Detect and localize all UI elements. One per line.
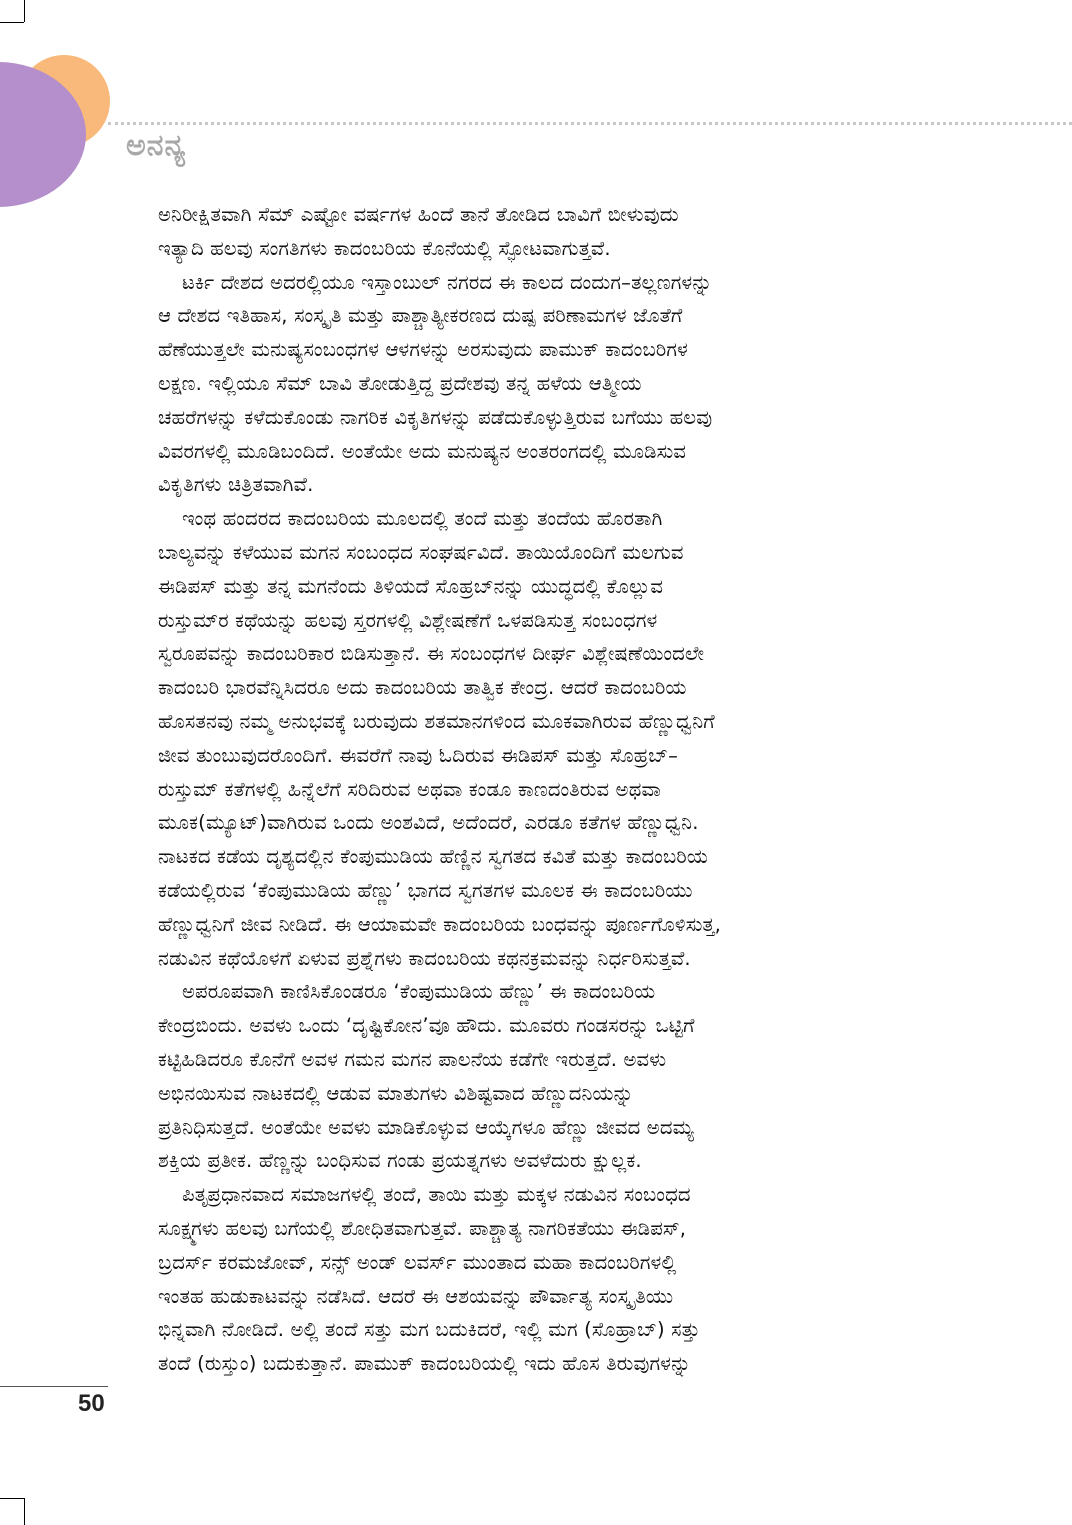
text-line: ಕಡೆಯಲ್ಲಿರುವ ‘ಕೆಂಪುಮುಡಿಯ ಹೆಣ್ಣು’ ಭಾಗದ ಸ್ವಗತಗಳ ಮೂಲಕ ಈ ಕಾದಂಬರಿಯು — [158, 878, 693, 902]
text-line: ಹೊಸತನವು ನಮ್ಮ ಅನುಭವಕ್ಕೆ ಬರುವುದು ಶತಮಾನಗಳಿಂದ ಮೂಕವಾಗಿರುವ ಹೆಣ್ಣುಧ್ವನಿಗೆ — [158, 709, 715, 733]
text-line: ವಿವರಗಳಲ್ಲಿ ಮೂಡಿಬಂದಿದೆ. ಅಂತೆಯೇ ಅದು ಮನುಷ್ಯನ ಅಂತರಂಗದಲ್ಲಿ ಮೂಡಿಸುವ — [158, 439, 687, 463]
text-line: ಟರ್ಕಿ ದೇಶದ ಅದರಲ್ಲಿಯೂ ಇಸ್ತಾಂಬುಲ್ ನಗರದ ಈ ಕಾಲದ ದಂದುಗ–ತಲ್ಲಣಗಳನ್ನು — [182, 270, 713, 294]
text-line: ಶಕ್ತಿಯ ಪ್ರತೀಕ. ಹೆಣ್ಣನ್ನು ಬಂಧಿಸುವ ಗಂಡು ಪ್ರಯತ್ನಗಳು ಅವಳೆದುರು ಕ್ಷುಲ್ಲಕ. — [158, 1149, 642, 1173]
article-body — [158, 198, 900, 1381]
text-line: ಹೆಣ್ಣುಧ್ವನಿಗೆ ಜೀವ ನೀಡಿದೆ. ಈ ಆಯಾಮವೇ ಕಾದಂಬರಿಯ ಬಂಧವನ್ನು ಪೂರ್ಣಗೊಳಿಸುತ್ತ, — [158, 912, 722, 936]
header-dotted-rule — [108, 122, 1072, 125]
text-line: ತಂದೆ (ರುಸ್ತುಂ) ಬದುಕುತ್ತಾನೆ. ಪಾಮುಕ್ ಕಾದಂಬರಿಯಲ್ಲಿ ಇದು ಹೊಸ ತಿರುವುಗಳನ್ನು — [158, 1352, 691, 1376]
text-line: ಕೇಂದ್ರಬಿಂದು. ಅವಳು ಒಂದು ‘ದೃಷ್ಟಿಕೋನ’ವೂ ಹೌದು. ಮೂವರು ಗಂಡಸರನ್ನು ಒಟ್ಟಿಗೆ — [158, 1014, 695, 1038]
text-line: ಬಾಲ್ಯವನ್ನು ಕಳೆಯುವ ಮಗನ ಸಂಬಂಧದ ಸಂಘರ್ಷವಿದೆ. ತಾಯಿಯೊಂದಿಗೆ ಮಲಗುವ — [158, 540, 684, 564]
text-line: ಇಂತಹ ಹುಡುಕಾಟವನ್ನು ನಡೆಸಿದೆ. ಆದರೆ ಈ ಆಶಯವನ್ನು ಪೌರ್ವಾತ್ಯ ಸಂಸ್ಕೃತಿಯು — [158, 1284, 674, 1308]
text-line: ನಡುವಿನ ಕಥೆಯೊಳಗೆ ಏಳುವ ಪ್ರಶ್ನೆಗಳು ಕಾದಂಬರಿಯ ಕಥನಕ್ರಮವನ್ನು ನಿರ್ಧರಿಸುತ್ತವೆ. — [158, 946, 691, 970]
text-line: ಆ ದೇಶದ ಇತಿಹಾಸ, ಸಂಸ್ಕೃತಿ ಮತ್ತು ಪಾಶ್ಚಾತ್ಯೀಕರಣದ ದುಷ್ಪ ಪರಿಣಾಮಗಳ ಜೊತೆಗೆ — [158, 304, 683, 328]
text-line: ಪಿತೃಪ್ರಧಾನವಾದ ಸಮಾಜಗಳಲ್ಲಿ ತಂದೆ, ತಾಯಿ ಮತ್ತು ಮಕ್ಕಳ ನಡುವಿನ ಸಂಬಂಧದ — [182, 1183, 691, 1207]
text-line: ವಿಕೃತಿಗಳು ಚಿತ್ರಿತವಾಗಿವೆ. — [158, 473, 314, 497]
text-line: ಪ್ರತಿನಿಧಿಸುತ್ತದೆ. ಅಂತೆಯೇ ಅವಳು ಮಾಡಿಕೊಳ್ಳುವ ಆಯ್ಕೆಗಳೂ ಹೆಣ್ಣು ಜೀವದ ಅದಮ್ಯ — [158, 1115, 695, 1139]
text-line: ಇಂಥ ಹಂದರದ ಕಾದಂಬರಿಯ ಮೂಲದಲ್ಲಿ ತಂದೆ ಮತ್ತು ತಂದೆಯ ಹೊರತಾಗಿ — [182, 507, 663, 531]
text-line: ಬ್ರದರ್ಸ್ ಕರಮಜೋವ್, ಸನ್ಸ್ ಅಂಡ್ ಲವರ್ಸ್ ಮುಂತಾದ ಮಹಾ ಕಾದಂಬರಿಗಳಲ್ಲಿ — [158, 1250, 677, 1274]
text-line: ಕಟ್ಟಿಹಿಡಿದರೂ ಕೊನೆಗೆ ಅವಳ ಗಮನ ಮಗನ ಪಾಲನೆಯ ಕಡೆಗೇ ಇರುತ್ತದೆ. ಅವಳು — [158, 1047, 667, 1071]
crop-mark-top-horizontal — [0, 22, 24, 23]
text-line: ಅಪರೂಪವಾಗಿ ಕಾಣಿಸಿಕೊಂಡರೂ ‘ಕೆಂಪುಮುಡಿಯ ಹೆಣ್ಣು’ ಈ ಕಾದಂಬರಿಯ — [182, 980, 656, 1004]
footer-rule — [0, 1386, 108, 1387]
text-line: ರುಸ್ತುಮ್‌ರ ಕಥೆಯನ್ನು ಹಲವು ಸ್ತರಗಳಲ್ಲಿ ವಿಶ್ಲೇಷಣೆಗೆ ಒಳಪಡಿಸುತ್ತ ಸಂಬಂಧಗಳ — [158, 608, 658, 632]
text-line: ಭಿನ್ನವಾಗಿ ನೋಡಿದೆ. ಅಲ್ಲಿ ತಂದೆ ಸತ್ತು ಮಗ ಬದುಕಿದರೆ, ಇಲ್ಲಿ ಮಗ (ಸೊಹ್ರಾಬ್) ಸತ್ತು — [158, 1318, 701, 1342]
text-line: ಅನಿರೀಕ್ಷಿತವಾಗಿ ಸೆಮ್ ಎಷ್ಟೋ ವರ್ಷಗಳ ಹಿಂದೆ ತಾನೆ ತೋಡಿದ ಬಾವಿಗೆ ಬೀಳುವುದು — [158, 203, 679, 226]
text-line: ರುಸ್ತುಮ್ ಕತೆಗಳಲ್ಲಿ ಹಿನ್ನೆಲೆಗೆ ಸರಿದಿರುವ ಅಥವಾ ಕಂಡೂ ಕಾಣದಂತಿರುವ ಅಥವಾ — [158, 777, 662, 801]
crop-mark-top-vertical — [24, 0, 25, 22]
text-line: ಹೆಣೆಯುತ್ತಲೇ ಮನುಷ್ಯಸಂಬಂಧಗಳ ಆಳಗಳನ್ನು ಅರಸುವುದು ಪಾಮುಕ್ ಕಾದಂಬರಿಗಳ — [158, 338, 688, 362]
text-line: ಕಾದಂಬರಿ ಭಾರವೆನ್ನಿಸಿದರೂ ಅದು ಕಾದಂಬರಿಯ ತಾತ್ವಿಕ ಕೇಂದ್ರ. ಆದರೆ ಕಾದಂಬರಿಯ — [158, 676, 687, 700]
text-line: ಲಕ್ಷಣ. ಇಲ್ಲಿಯೂ ಸೆಮ್ ಬಾವಿ ತೋಡುತ್ತಿದ್ದ ಪ್ರದೇಶವು ತನ್ನ ಹಳೆಯ ಆತ್ಮೀಯ — [158, 371, 642, 395]
running-header-title: ಅನನ್ಯ — [126, 128, 187, 163]
text-line: ಸ್ವರೂಪವನ್ನು ಕಾದಂಬರಿಕಾರ ಬಿಡಿಸುತ್ತಾನೆ. ಈ ಸಂಬಂಧಗಳ ದೀರ್ಘ ವಿಶ್ಲೇಷಣೆಯಿಂದಲೇ — [158, 642, 705, 666]
page-number: 50 — [78, 1390, 105, 1417]
text-line: ಇತ್ಯಾದಿ ಹಲವು ಸಂಗತಿಗಳು ಕಾದಂಬರಿಯ ಕೊನೆಯಲ್ಲಿ ಸ್ಫೋಟವಾಗುತ್ತವೆ. — [158, 236, 611, 260]
text-line: ನಾಟಕದ ಕಡೆಯ ದೃಶ್ಯದಲ್ಲಿನ ಕೆಂಪುಮುಡಿಯ ಹೆಣ್ಣಿನ ಸ್ವಗತದ ಕವಿತೆ ಮತ್ತು ಕಾದಂಬರಿಯ — [158, 845, 708, 869]
crop-mark-bottom-vertical — [24, 1498, 25, 1525]
text-line: ಈಡಿಪಸ್ ಮತ್ತು ತನ್ನ ಮಗನೆಂದು ತಿಳಿಯದೆ ಸೊಹ್ರಬ್‌ನನ್ನು ಯುದ್ಧದಲ್ಲಿ ಕೊಲ್ಲುವ — [158, 574, 664, 598]
crop-mark-bottom-horizontal — [0, 1498, 24, 1499]
text-line: ಜೀವ ತುಂಬುವುದರೊಂದಿಗೆ. ಈವರೆಗೆ ನಾವು ಓದಿರುವ ಈಡಿಪಸ್ ಮತ್ತು ಸೊಹ್ರಬ್– — [158, 743, 679, 767]
text-line: ಅಭಿನಯಿಸುವ ನಾಟಕದಲ್ಲಿ ಆಡುವ ಮಾತುಗಳು ವಿಶಿಷ್ಟವಾದ ಹೆಣ್ಣುದನಿಯನ್ನು — [158, 1081, 634, 1105]
text-line: ಮೂಕ(ಮ್ಯೂಟ್)ವಾಗಿರುವ ಒಂದು ಅಂಶವಿದೆ, ಅದೆಂದರೆ, ಎರಡೂ ಕತೆಗಳ ಹೆಣ್ಣುಧ್ವನಿ. — [158, 811, 699, 835]
text-line: ಚಹರೆಗಳನ್ನು ಕಳೆದುಕೊಂಡು ನಾಗರಿಕ ವಿಕೃತಿಗಳನ್ನು ಪಡೆದುಕೊಳ್ಳುತ್ತಿರುವ ಬಗೆಯು ಹಲವು — [158, 405, 713, 429]
text-line: ಸೂಕ್ಷ್ಮಗಳು ಹಲವು ಬಗೆಯಲ್ಲಿ ಶೋಧಿತವಾಗುತ್ತವೆ. ಪಾಶ್ಚಾತ್ಯ ನಾಗರಿಕತೆಯು ಈಡಿಪಸ್, — [158, 1216, 687, 1240]
